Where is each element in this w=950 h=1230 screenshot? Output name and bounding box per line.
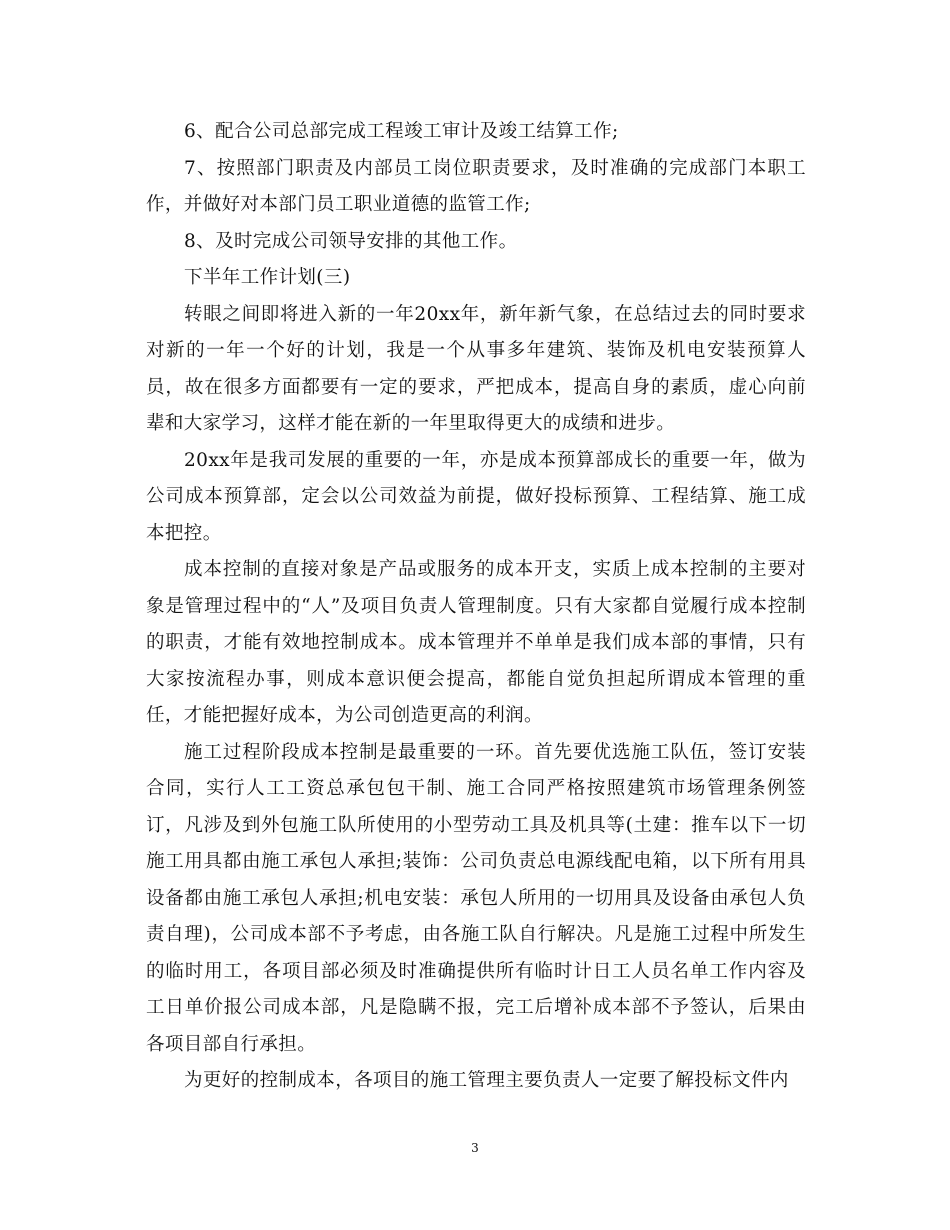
- paragraph-construction-phase: 施工过程阶段成本控制是最重要的一环。首先要优选施工队伍，签订安装合同，实行人工工资总承包包干制、施工合同严格按照建筑市场管理条例签订，凡涉及到外包施工队所使用的小型劳动工具及机具等(土建：推车以下一切施工用具都由施工承包人承担;装饰：公司负责总电源线配电箱，以下所有用具设备都由施工承包人承担;机电安装：承包人所用的一切用具及设备由承包人负责自理)，公司成本部不予考虑，由各施工队自行解决。凡是施工过程中所发生的临时用工，各项目部必须及时准确提供所有临时计日工人员名单工作内容及工日单价报公司成本部，凡是隐瞒不报，完工后增补成本部不予签认，后果由各项目部自行承担。: [146, 741, 806, 1055]
- paragraph-item-7: 7、按照部门职责及内部员工岗位职责要求，及时准确的完成部门本职工作，并做好对本部门员工职业道德的监管工作;: [146, 157, 806, 215]
- page-number: 3: [471, 1141, 479, 1155]
- paragraph-closing: 为更好的控制成本，各项目的施工管理主要负责人一定要了解投标文件内: [184, 1070, 789, 1091]
- page-body: [146, 114, 806, 1100]
- section-heading: 下半年工作计划(三): [184, 267, 351, 288]
- paragraph-cost-control: 成本控制的直接对象是产品或服务的成本开支，实质上成本控制的主要对象是管理过程中的“人”及项目负责人管理制度。只有大家都自觉履行成本控制的职责，才能有效地控制成本。成本管理并不单单是我们成本部的事情，只有大家按流程办事，则成本意识便会提高，都能自觉负担起所谓成本管理的重任，才能把握好成本，为公司创造更高的利润。: [146, 559, 806, 726]
- paragraph-year-plan: 20xx年是我司发展的重要的一年，亦是成本预算部成长的重要一年，做为公司成本预算部，定会以公司效益为前提，做好投标预算、工程结算、施工成本把控。: [146, 449, 806, 544]
- paragraph-item-8: 8、及时完成公司领导安排的其他工作。: [184, 230, 518, 252]
- paragraph-intro: 转眼之间即将进入新的一年20xx年，新年新气象，在总结过去的同时要求对新的一年一个好的计划，我是一个从事多年建筑、装饰及机电安装预算人员，故在很多方面都要有一定的要求，严把成本，提高自身的素质，虚心向前辈和大家学习，这样才能在新的一年里取得更大的成绩和进步。: [146, 303, 806, 434]
- paragraph-item-6: 6、配合公司总部完成工程竣工审计及竣工结算工作;: [184, 121, 619, 142]
